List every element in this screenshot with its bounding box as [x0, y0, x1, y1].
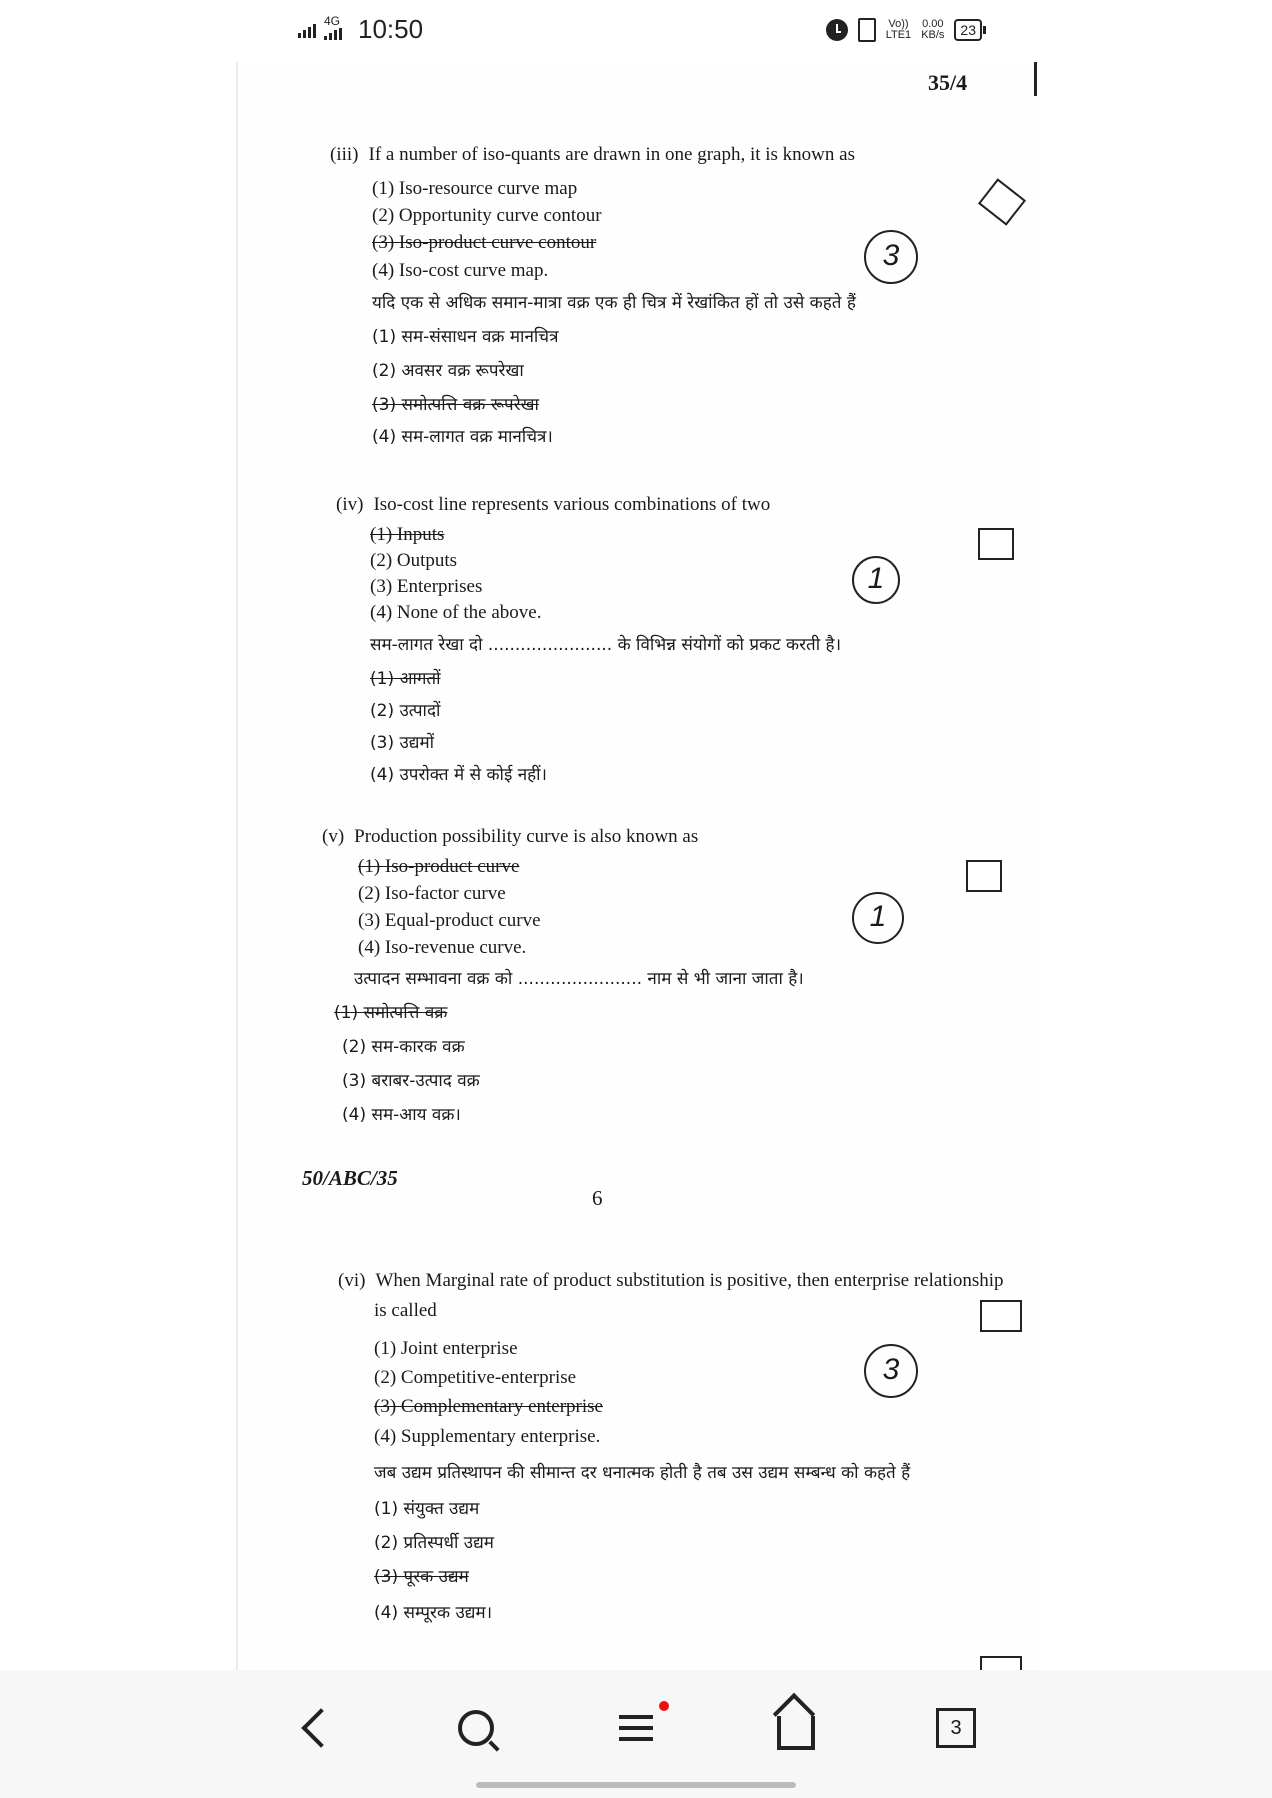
option-hindi: (2) प्रतिस्पर्धी उद्यम [374, 1533, 494, 1553]
question-number: (iv) [336, 494, 364, 515]
home-icon [777, 1716, 815, 1750]
menu-icon [619, 1715, 653, 1741]
question-hindi: उत्पादन सम्भावना वक्र को ....................... नाम से भी जाना जाता है। [354, 969, 804, 989]
option: (2) Iso-factor curve [358, 883, 506, 904]
option-hindi: (2) अवसर वक्र रूपरेखा [372, 361, 524, 381]
tabs-icon: 3 [936, 1708, 976, 1748]
question-text: Iso-cost line represents various combinations of two [373, 494, 771, 515]
signal-icon-2 [324, 28, 342, 40]
battery-icon [954, 19, 982, 41]
question-v [322, 824, 698, 850]
option-marked: (1) Iso-product curve [358, 856, 520, 877]
option-hindi: (3) उद्यमों [370, 733, 435, 753]
option-marked: (3) Complementary enterprise [374, 1396, 603, 1417]
option-hindi-marked: (1) आगतों [370, 669, 441, 689]
speed-unit: KB/s [921, 29, 945, 41]
option: (4) Supplementary enterprise. [374, 1426, 601, 1447]
question-text: Production possibility curve is also known as [354, 826, 699, 847]
page-edge-mark [1034, 62, 1037, 96]
menu-button[interactable] [612, 1704, 660, 1752]
status-left [298, 14, 423, 45]
option-hindi-marked: (3) पूरक उद्यम [374, 1567, 469, 1587]
network-type: 4G [324, 13, 341, 28]
question-iv [336, 492, 770, 518]
question-text: If a number of iso-quants are drawn in one graph, it is known as [368, 144, 855, 165]
handwritten-answer: 1 [852, 892, 904, 944]
network-indicator [322, 13, 352, 42]
handwritten-answer: 3 [864, 230, 918, 284]
notification-dot [659, 1701, 669, 1711]
volte-indicator [886, 19, 911, 41]
answer-box [966, 860, 1002, 892]
option-hindi: (2) सम-कारक वक्र [342, 1037, 465, 1057]
option-hindi: (4) सम-लागत वक्र मानचित्र। [372, 427, 553, 447]
answer-box [980, 1300, 1022, 1332]
question-hindi: यदि एक से अधिक समान-मात्रा वक्र एक ही चित्र में रेखांकित हों तो उसे कहते हैं [372, 293, 856, 313]
question-hindi: सम-लागत रेखा दो ....................... के विभिन्न संयोगों को प्रकट करती है। [370, 635, 842, 655]
question-iii [330, 142, 855, 168]
back-button[interactable] [292, 1704, 340, 1752]
question-text: When Marginal rate of product substitution is positive, then enterprise relationship [375, 1270, 1004, 1291]
option: (1) Iso-resource curve map [372, 178, 578, 199]
option: (2) Outputs [370, 550, 458, 571]
volte-label: Vo)) [888, 18, 909, 30]
option: (4) Iso-cost curve map. [372, 260, 549, 281]
status-bar [0, 0, 1272, 62]
option: (4) Iso-revenue curve. [358, 937, 527, 958]
clock: 10:50 [358, 14, 424, 44]
question-number: (iii) [330, 144, 359, 165]
tabs-button[interactable] [932, 1704, 980, 1752]
lte-label: LTE1 [885, 29, 912, 41]
option-hindi: (4) उपरोक्त में से कोई नहीं। [370, 765, 548, 785]
question-vi-cont: is called [374, 1300, 437, 1321]
option-hindi: (4) सम-आय वक्र। [342, 1105, 461, 1125]
question-hindi: जब उद्यम प्रतिस्थापन की सीमान्त दर धनात्मक होती है तब उस उद्यम सम्बन्ध को कहते हैं [374, 1463, 911, 1483]
handwritten-answer: 1 [852, 556, 900, 604]
option-hindi-marked: (1) समोत्पत्ति वक्र [334, 1003, 448, 1023]
answer-box [978, 178, 1026, 225]
document-page[interactable] [236, 62, 1038, 1670]
option-hindi: (1) संयुक्त उद्यम [374, 1499, 480, 1519]
option: (2) Competitive-enterprise [374, 1367, 577, 1388]
option: (3) Equal-product curve [358, 910, 541, 931]
search-icon [458, 1710, 494, 1746]
data-speed [921, 19, 944, 41]
gesture-handle[interactable] [476, 1782, 796, 1788]
search-button[interactable] [452, 1704, 500, 1752]
page-number: 6 [592, 1186, 603, 1210]
battery-level: 23 [960, 22, 976, 38]
alarm-icon [826, 19, 848, 41]
paper-code: 35/4 [928, 70, 968, 95]
home-button[interactable] [772, 1704, 820, 1752]
footer-code: 50/ABC/35 [302, 1166, 398, 1190]
option: (1) Joint enterprise [374, 1338, 518, 1359]
answer-box [978, 528, 1014, 560]
handwritten-answer: 3 [864, 1344, 918, 1398]
question-vi [338, 1268, 1004, 1294]
signal-icon [298, 22, 316, 38]
option: (2) Opportunity curve contour [372, 205, 602, 226]
status-right [826, 18, 982, 42]
question-number: (vi) [338, 1270, 366, 1291]
option: (3) Enterprises [370, 576, 483, 597]
option-hindi-marked: (3) समोत्पत्ति वक्र रूपरेखा [372, 395, 539, 415]
option-hindi: (1) सम-संसाधन वक्र मानचित्र [372, 327, 559, 347]
question-number: (v) [322, 826, 345, 847]
bottom-navigation [0, 1670, 1272, 1798]
option-hindi: (4) सम्पूरक उद्यम। [374, 1603, 493, 1623]
back-icon [301, 1708, 341, 1748]
vibrate-icon [858, 18, 876, 42]
speed-value: 0.00 [922, 18, 944, 30]
option: (4) None of the above. [370, 602, 542, 623]
option-hindi: (3) बराबर-उत्पाद वक्र [342, 1071, 480, 1091]
option-marked: (1) Inputs [370, 524, 445, 545]
option-hindi: (2) उत्पादों [370, 701, 441, 721]
option-marked: (3) Iso-product curve contour [372, 232, 597, 253]
